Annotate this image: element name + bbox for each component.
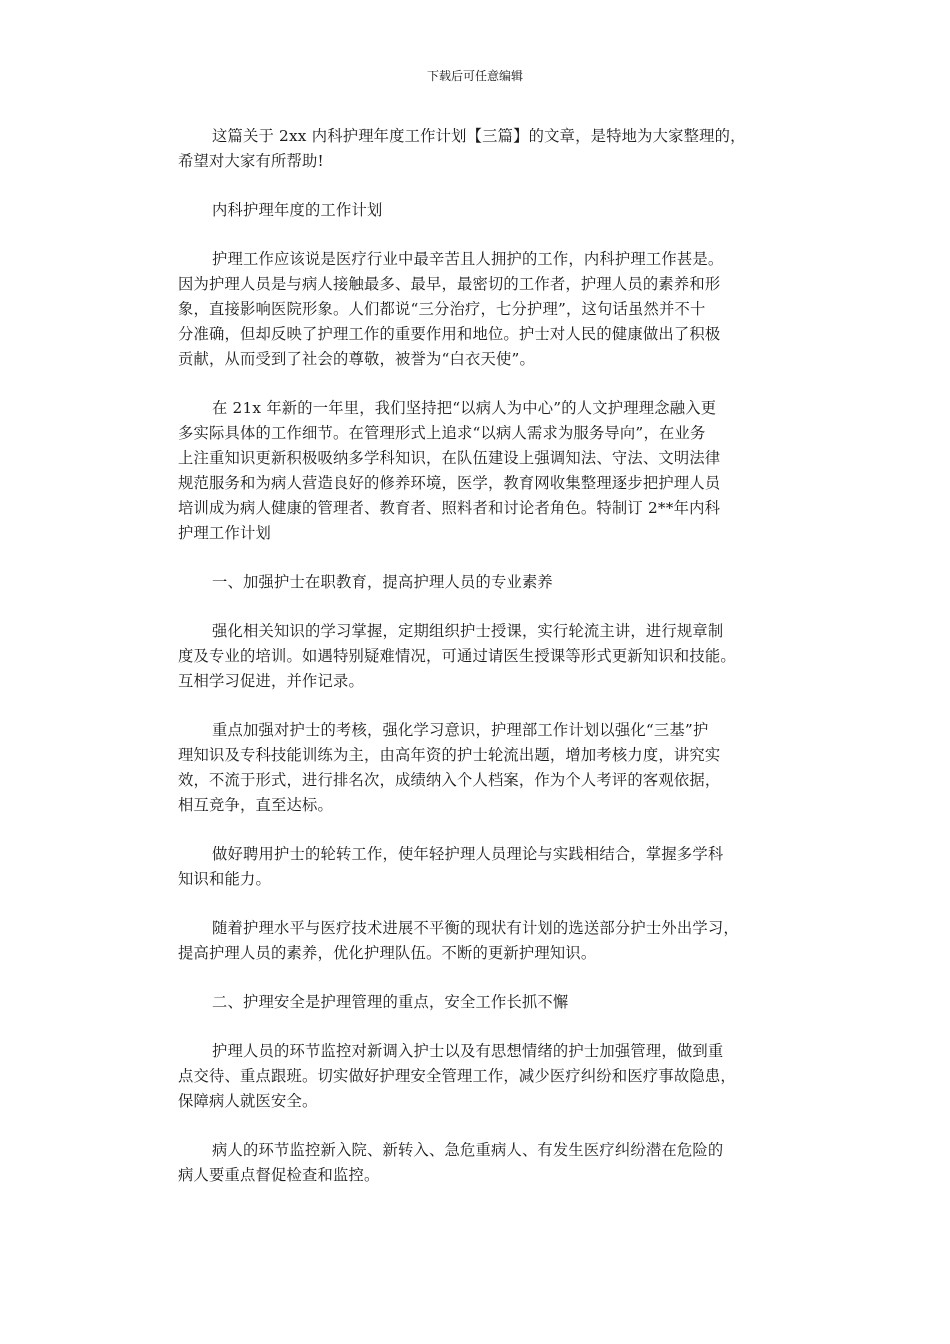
body-paragraph: 随着护理水平与医疗技术进展不平衡的现状有计划的选送部分护士外出学习， 提高护理人员的素养，优化护理队伍。不断的更新护理知识。 <box>178 919 739 962</box>
section-heading: 一、加强护士在职教育，提高护理人员的专业素养 <box>212 573 553 591</box>
document-body <box>178 124 780 1212</box>
body-paragraph: 在 21x 年新的一年里，我们坚持把“以病人为中心”的人文护理理念融入更 多实际具体的工作细节。在管理形式上追求“以病人需求为服务导向”，在业务 上注重知识更新积极吸纳多学科知识，在队伍建设上强调知法、守法、文明法律 规范服务和为病人营造良好的修养环境，医学，教育网收集整理逐步把护理人员 培训成为病人健康的管理者、教育者、照料者和讨论者角色。特制订 2**年内科 护理工作计划 <box>178 399 721 542</box>
section-heading: 二、护理安全是护理管理的重点，安全工作长抓不懈 <box>212 993 569 1011</box>
body-paragraph: 护理人员的环节监控对新调入护士以及有思想情绪的护士加强管理，做到重 点交待、重点跟班。切实做好护理安全管理工作，减少医疗纠纷和医疗事故隐患， 保障病人就医安全。 <box>178 1042 736 1110</box>
body-paragraph: 护理工作应该说是医疗行业中最辛苦且人拥护的工作，内科护理工作甚是。 因为护理人员是与病人接触最多、最早，最密切的工作者，护理人员的素养和形 象，直接影响医院形象。人们都说“三分治疗，七分护理”，这句话虽然并不十 分准确，但却反映了护理工作的重要作用和地位。护士对人民的健康做出了积极 贡献，从而受到了社会的尊敬，被誉为“白衣天使”。 <box>178 250 724 368</box>
body-paragraph: 重点加强对护士的考核，强化学习意识，护理部工作计划以强化“三基”护 理知识及专科技能训练为主，由高年资的护士轮流出题，增加考核力度，讲究实 效，不流于形式，进行排名次，成绩纳入个人档案，作为个人考评的客观依据， 相互竞争，直至达标。 <box>178 721 721 814</box>
body-paragraph: 做好聘用护士的轮转工作，使年轻护理人员理论与实践相结合，掌握多学科 知识和能力。 <box>178 845 724 888</box>
intro-paragraph: 这篇关于 2xx 内科护理年度工作计划【三篇】的文章，是特地为大家整理的， 希望对大家有所帮助! <box>178 127 746 170</box>
header-note: 下载后可任意编辑 <box>426 69 523 83</box>
section-title: 内科护理年度的工作计划 <box>212 201 383 219</box>
body-paragraph: 病人的环节监控新入院、新转入、急危重病人、有发生医疗纠纷潜在危险的 病人要重点督促检查和监控。 <box>178 1141 724 1184</box>
body-paragraph: 强化相关知识的学习掌握，定期组织护士授课，实行轮流主讲，进行规章制 度及专业的培训。如遇特别疑难情况，可通过请医生授课等形式更新知识和技能。 互相学习促进，并作记录。 <box>178 622 736 690</box>
